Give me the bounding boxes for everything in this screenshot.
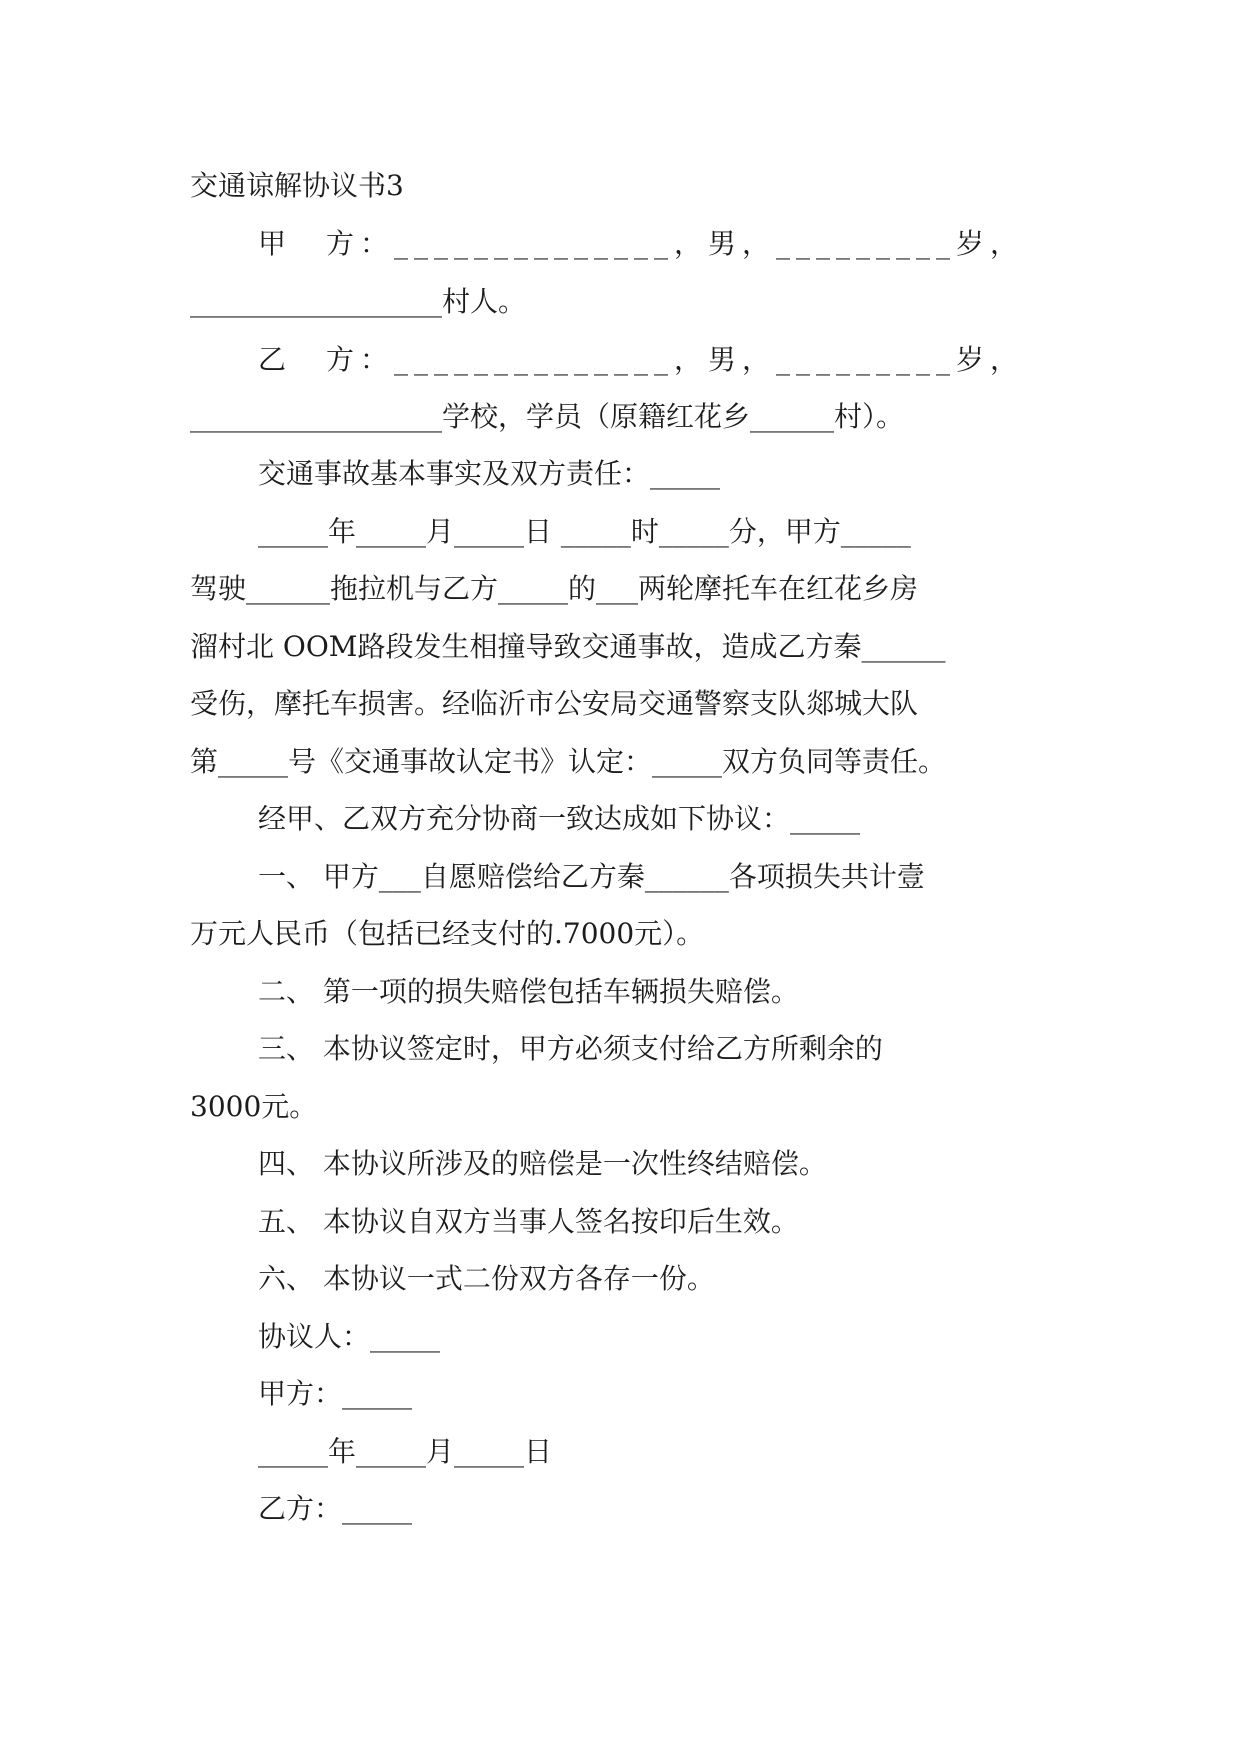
- party-b-signature: 乙方：_____: [258, 1492, 413, 1525]
- signature-date: _____年_____月_____日: [258, 1435, 553, 1468]
- clause-3-line-2: 3000元。: [190, 1090, 318, 1123]
- clause-3-line-1: 三、 本协议签定时，甲方必须支付给乙方所剩余的: [258, 1032, 883, 1065]
- accident-facts-heading: 交通事故基本事实及双方责任：_____: [258, 457, 721, 490]
- accident-time-line: _____年_____月_____日 _____时_____分，甲方_____: [258, 515, 911, 548]
- accident-desc-line-3: 受伤，摩托车损害。经临沂市公安局交通警察支队郯城大队: [190, 687, 919, 720]
- clause-6: 六、 本协议一式二份双方各存一份。: [258, 1262, 715, 1295]
- document-title: 交通谅解协议书3: [190, 169, 404, 202]
- accident-desc-line-2: 溜村北 OOM路段发生相撞导致交通事故，造成乙方秦______: [190, 630, 946, 663]
- clause-2: 二、 第一项的损失赔偿包括车辆损失赔偿。: [258, 975, 799, 1008]
- clause-1-line-1: 一、 甲方___自愿赔偿给乙方秦______各项损失共计壹: [258, 860, 925, 893]
- clause-1-line-2: 万元人民币（包括已经支付的.7000元）。: [190, 917, 705, 950]
- accident-desc-line-4: 第_____号《交通事故认定书》认定：_____双方负同等责任。: [190, 745, 947, 778]
- signatories-label: 协议人：_____: [258, 1320, 441, 1353]
- party-a-signature: 甲方：_____: [258, 1377, 413, 1410]
- accident-desc-line-1: 驾驶______拖拉机与乙方_____的___两轮摩托车在红花乡房: [190, 572, 919, 605]
- clause-4: 四、 本协议所涉及的赔偿是一次性终结赔偿。: [258, 1147, 827, 1180]
- clause-5: 五、 本协议自双方当事人签名按印后生效。: [258, 1205, 799, 1238]
- party-a-line: 甲 方：______________，男，_________岁，: [258, 227, 1025, 260]
- party-a-village: __________________村人。: [190, 285, 527, 318]
- agreement-intro: 经甲、乙双方充分协商一致达成如下协议：_____: [258, 802, 861, 835]
- party-b-line: 乙 方：______________，男，_________岁，: [258, 343, 1025, 376]
- party-b-school: __________________学校，学员（原籍红花乡______村）。: [190, 400, 905, 433]
